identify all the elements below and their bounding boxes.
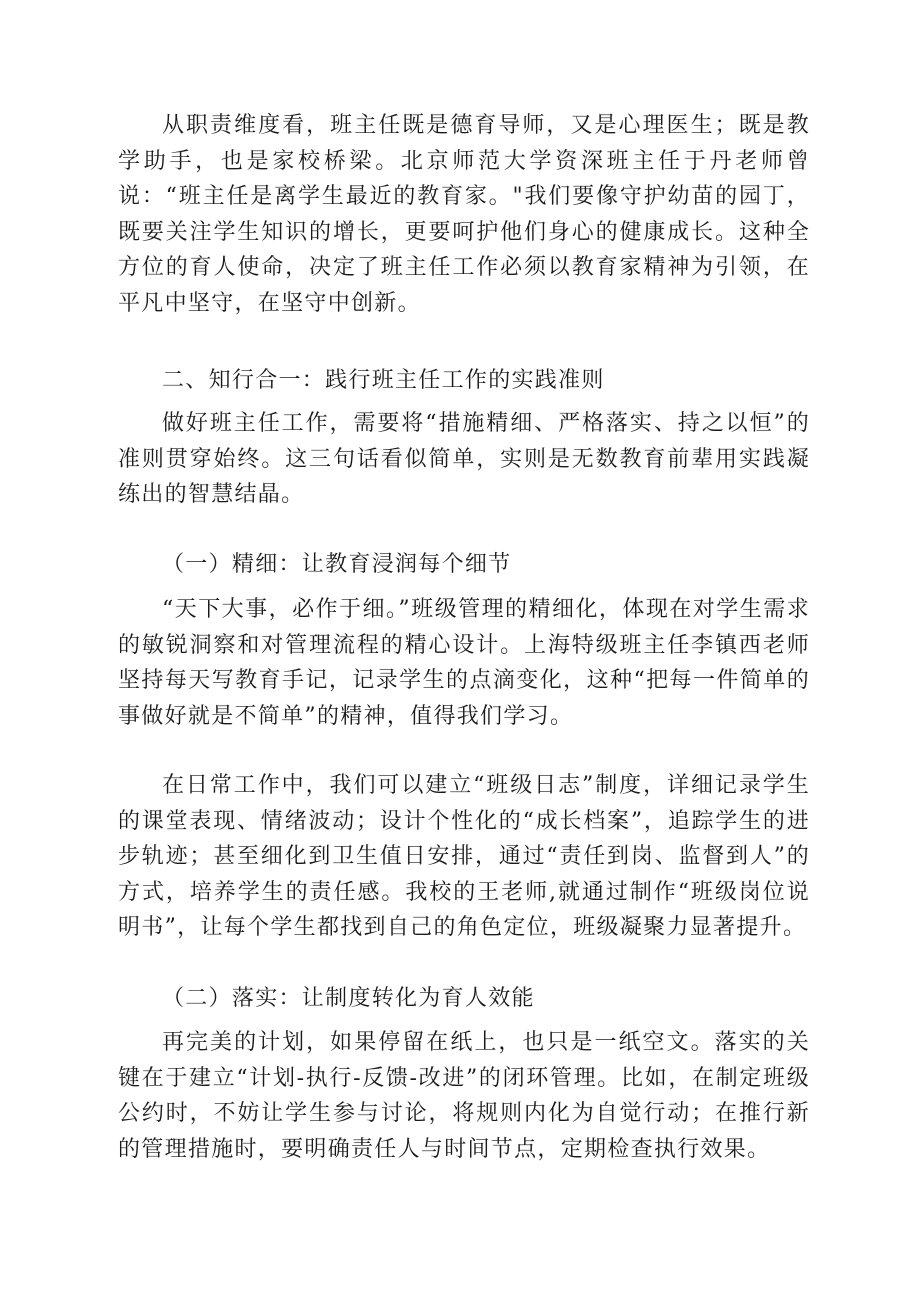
paragraph-implementation-loop: 再完美的计划，如果停留在纸上，也只是一纸空文。落实的关键在于建立“计划-执行-反馈-改进”的闭环管理。比如，在制定班级公约时，不妨让学生参与讨论，将规则内化为自觉行动；在推行新的管理措施时，要明确责任人与时间节点，定期检查执行效果。 <box>118 1030 810 1162</box>
subsection-heading-implementation: （二）落实：让制度转化为育人效能 <box>162 986 535 1011</box>
paragraph-precision-example: “天下大事，必作于细。”班级管理的精细化，体现在对学生需求的敏锐洞察和对管理流程的精心设计。上海特级班主任李镇西老师坚持每天写教育手记，记录学生的点滴变化，这种“把每一件简单的事做好就是不简单”的精神，值得我们学习。 <box>118 597 810 729</box>
paragraph-role-of-head-teacher: 从职责维度看，班主任既是德育导师，又是心理医生；既是教学助手，也是家校桥梁。北京师范大学资深班主任于丹老师曾说：“班主任是离学生最近的教育家。"我们要像守护幼苗的园丁，既要关注学生知识的增长，更要呵护他们身心的健康成长。这种全方位的育人使命，决定了班主任工作必须以教育家精神为引领，在平凡中坚守，在坚守中创新。 <box>118 113 810 316</box>
section-heading-2: 二、知行合一：践行班主任工作的实践准则 <box>162 368 605 393</box>
paragraph-work-principles: 做好班主任工作，需要将“措施精细、严格落实、持之以恒”的准则贯穿始终。这三句话看似简单，实则是无数教育前辈用实践凝练出的智慧结晶。 <box>118 411 810 507</box>
paragraph-daily-work-methods: 在日常工作中，我们可以建立“班级日志”制度，详细记录学生的课堂表现、情绪波动；设计个性化的“成长档案”，追踪学生的进步轨迹；甚至细化到卫生值日安排，通过“责任到岗、监督到人”的方式，培养学生的责任感。我校的王老师,就通过制作“班级岗位说明书”，让每个学生都找到自己的角色定位，班级凝聚力显著提升。 <box>118 773 810 940</box>
subsection-heading-precision: （一）精细：让教育浸润每个细节 <box>162 552 512 577</box>
